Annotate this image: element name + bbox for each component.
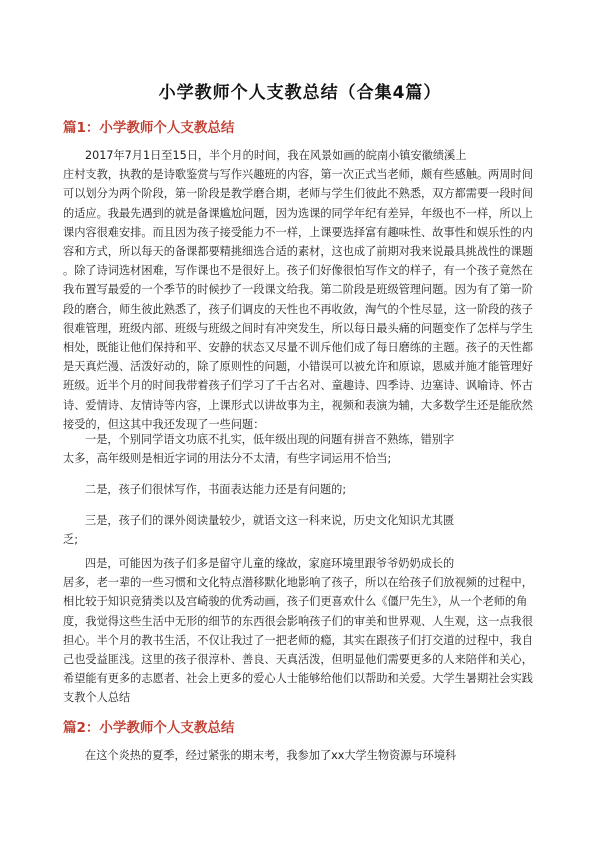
section-2-paragraph-1 — [63, 746, 546, 765]
text-line: 己也受益匪浅。这里的孩子很淳朴、善良、天真活泼，但明显他们需要更多的人来陪伴和关心， — [63, 653, 533, 667]
text-line: 诗、爱情诗、友情诗等内容，上课形式以讲故事为主，视频和表演为辅，大多数学生还是能欣然 — [63, 398, 533, 412]
text-line: 班级。近半个月的时间我带着孩子们学习了千古名对、童趣诗、四季诗、边塞诗、讽喻诗、怀古 — [63, 379, 533, 393]
text-line: 很难管理，班级内部、班级与班级之间时有冲突发生，所以每日最头痛的问题变作了怎样与学生 — [63, 321, 533, 335]
text-line: 相处，既能让他们保持和平、安静的状态又尽量不训斥他们成了每日磨练的主题。孩子的天性都 — [63, 341, 533, 355]
text-line: 容和方式，所以每天的备课都要精挑细选合适的素材，这也成了前期对我来说最具挑战性的课题 — [63, 245, 533, 259]
text-line: 段的磨合，师生彼此熟悉了，孩子们调皮的天性也不再收敛，淘气的个性尽显，这一阶段的孩子 — [63, 302, 533, 316]
text-line: 一是，个别同学语文功底不扎实，低年级出现的问题有拼音不熟练，错别字 — [85, 433, 455, 446]
section-1-heading: 篇1：小学教师个人支教总结 — [63, 120, 235, 136]
section-2-heading: 篇2：小学教师个人支教总结 — [63, 720, 235, 736]
text-line: 在这个炎热的夏季，经过紧张的期末考，我参加了xx大学生物资源与环境科 — [85, 749, 457, 762]
text-line: 度，我觉得这些生活中无形的细节的东西很会影响孩子们的审美和世界观、人生观，这一点我很 — [63, 614, 533, 628]
text-line: 可以划分为两个阶段，第一阶段是教学磨合期，老师与学生们彼此不熟悉，双方都需要一段时间 — [63, 187, 533, 201]
section-1-paragraph-1 — [63, 146, 546, 434]
text-line: 。除了诗词选材困难，写作课也不是很好上。孩子们好像很怕写作文的样子，有一个孩子竟然在 — [63, 264, 533, 278]
text-line: 支教个人总结 — [63, 691, 131, 705]
text-line: 二是，孩子们很怵写作，书面表达能力还是有问题的; — [85, 483, 347, 496]
section-1-paragraph-2 — [63, 430, 546, 468]
text-line: 太多，高年级则是相近字词的用法分不太清，有些字词运用不恰当; — [63, 452, 392, 466]
text-line: 希望能有更多的志愿者、社会上更多的爱心人士能够给他们以帮助和关爱。大学生暑期社会实践 — [63, 672, 533, 686]
text-line: 相比较于知识竞猜类以及宫崎骏的优秀动画，孩子们更喜欢什么《僵尸先生》，从一个老师的角 — [63, 595, 528, 609]
section-1-paragraph-5 — [63, 554, 546, 708]
text-line: 三是，孩子们的课外阅读量较少，就语文这一科来说，历史文化知识尤其匮 — [85, 514, 455, 527]
text-line: 四是，可能因为孩子们多是留守儿童的缘故，家庭环境里跟爷爷奶奶成长的 — [85, 557, 455, 570]
text-line: 的适应。我最先遇到的就是备课尴尬问题，因为选课的同学年纪有差异，年级也不一样，所以上 — [63, 206, 533, 220]
text-line: 担心。半个月的教书生活，不仅让我过了一把老师的瘾，其实在跟孩子们打交道的过程中，我自 — [63, 633, 533, 647]
text-line: 是天真烂漫、活泼好动的，除了原则性的问题，小错误可以被允许和原谅，恩威并施才能管理好 — [63, 360, 533, 374]
section-1-paragraph-4 — [63, 511, 546, 549]
text-line: 乏; — [63, 533, 78, 547]
document-title: 小学教师个人支教总结（合集4篇） — [158, 83, 442, 103]
text-line: 课内容很难安排。而且因为孩子接受能力不一样，上课要选择富有趣味性、故事性和娱乐性的内 — [63, 225, 533, 239]
text-line: 接受的，但这其中我还发现了一些问题： — [63, 417, 265, 431]
text-line: 2017年7月1日至15日，半个月的时间，我在风景如画的皖南小镇安徽绩溪上 — [85, 149, 467, 162]
text-line: 居多，老一辈的一些习惯和文化特点潜移默化地影响了孩子，所以在给孩子们放视频的过程中， — [63, 576, 533, 590]
text-line: 庄村支教，执教的是诗歌鉴赏与写作兴趣班的内容，第一次正式当老师，颇有些感触。两周时间 — [63, 168, 533, 182]
section-1-paragraph-3 — [63, 480, 546, 499]
text-line: 我布置写最爱的一个季节的时候抄了一段课文给我。第二阶段是班级管理问题。因为有了第一阶 — [63, 283, 533, 297]
